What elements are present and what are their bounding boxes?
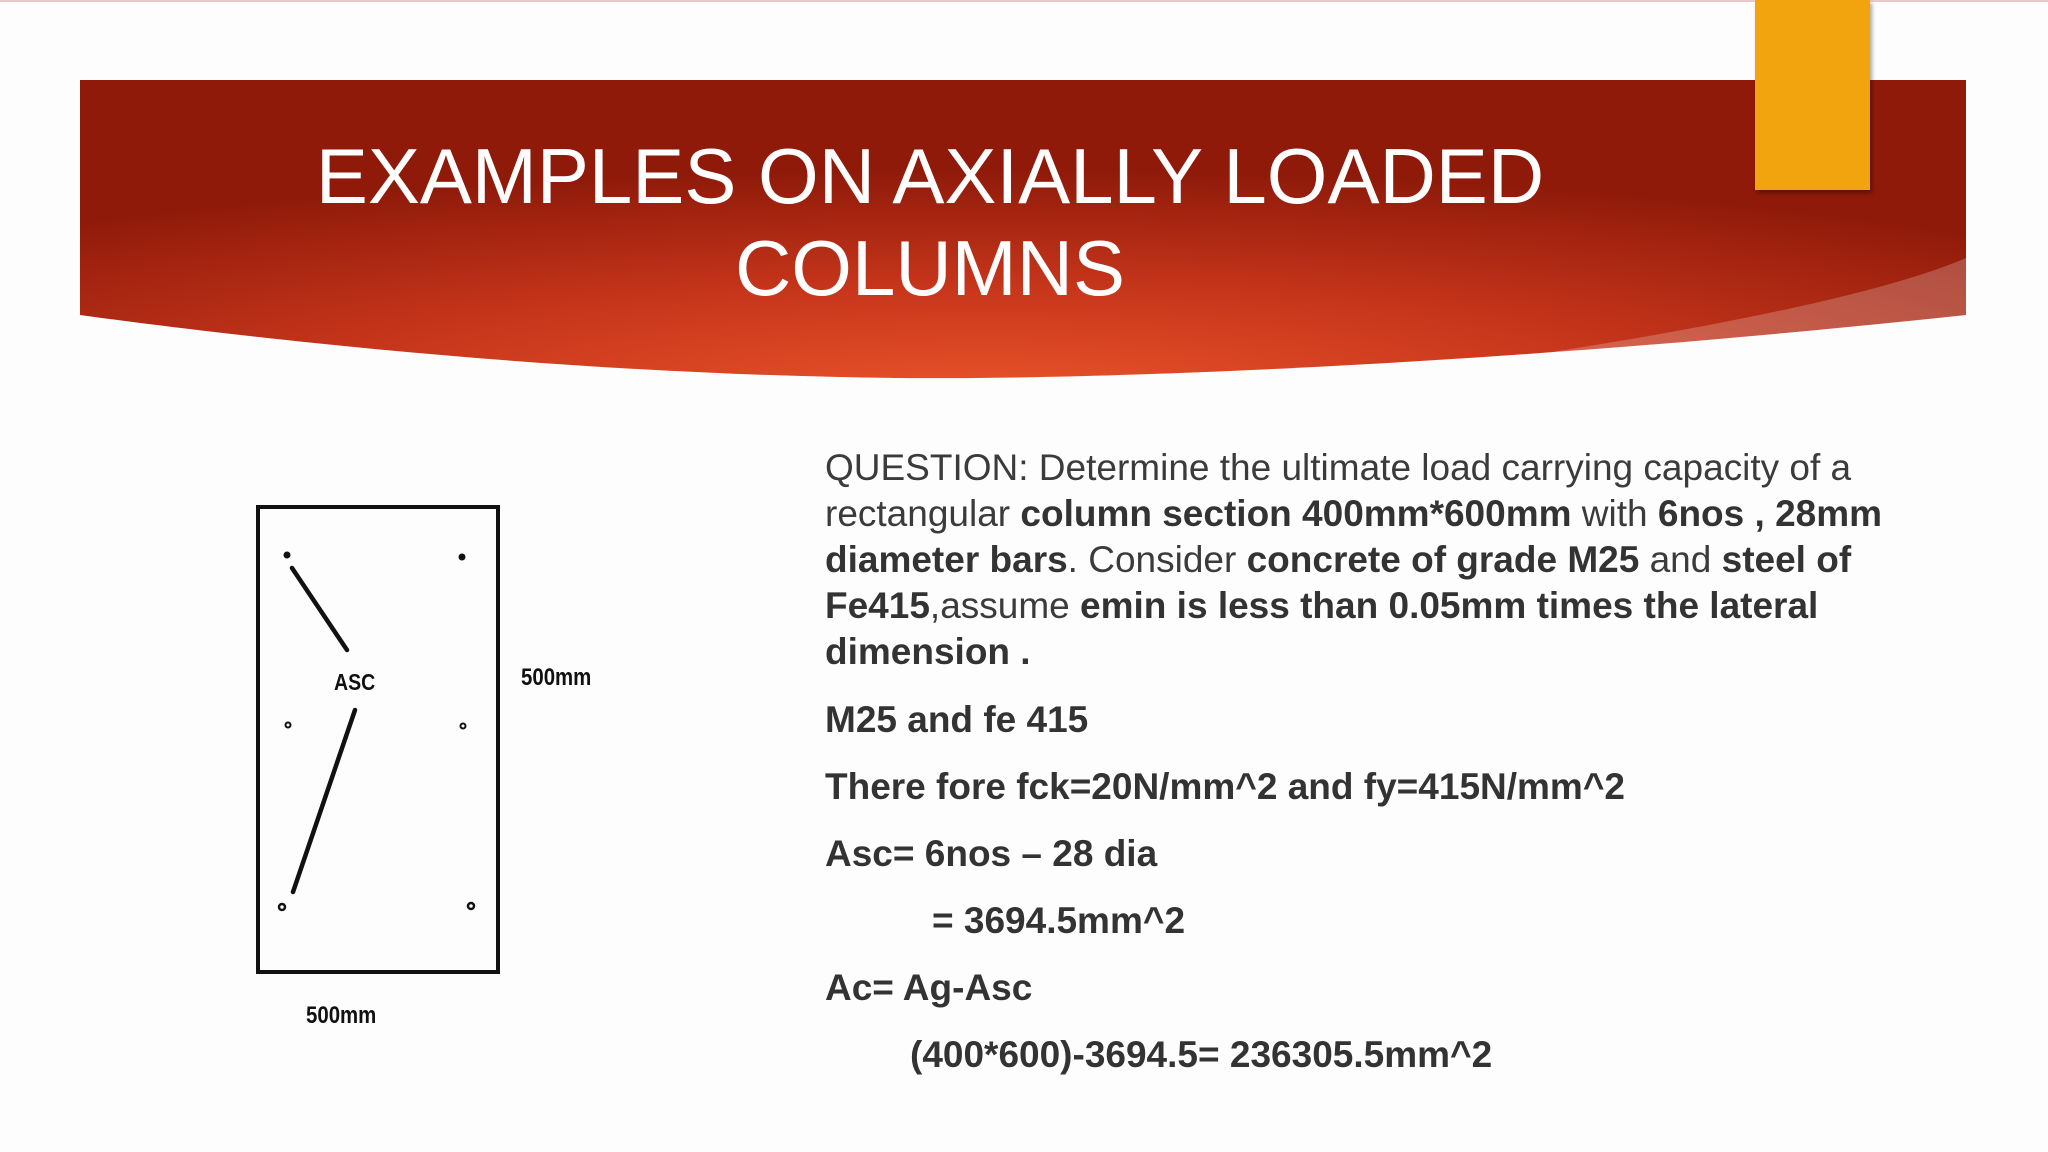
asc-label: ASC	[334, 669, 376, 695]
leader-line-upper	[292, 568, 347, 650]
question-bold-3: concrete of grade M25	[1246, 539, 1640, 580]
question-text-1: QUESTION: Determine the ultimate load carrying capacity of a rectangular	[825, 447, 1852, 534]
question-text-5: ,assume	[929, 585, 1081, 626]
grades-line: M25 and fe 415	[825, 699, 1089, 740]
title-line-2: COLUMNS	[734, 224, 1126, 312]
slide-title	[300, 130, 1560, 314]
question-bold-4: steel of Fe415	[825, 539, 1852, 626]
question-text-4: and	[1639, 539, 1722, 580]
dimension-right: 500mm	[521, 664, 592, 691]
rebar-bottom-right	[468, 903, 474, 909]
question-paragraph	[825, 445, 1975, 675]
slide-content	[825, 445, 1975, 1099]
title-line-1: EXAMPLES ON AXIALLY LOADED	[315, 132, 1545, 220]
question-text-2: with	[1571, 493, 1658, 534]
rebar-top-right	[459, 554, 466, 561]
question-bold-5: emin is less than 0.05mm times the lateral dimension .	[825, 585, 1819, 672]
asc-line: Asc= 6nos – 28 dia	[825, 833, 1158, 874]
rebar-top-left	[284, 552, 291, 559]
question-bold-1: column section 400mm*600mm	[1020, 493, 1572, 534]
rebar-bottom-left	[279, 904, 285, 910]
therefore-line: There fore fck=20N/mm^2 and fy=415N/mm^2	[825, 766, 1625, 807]
ac-line: Ac= Ag-Asc	[825, 967, 1033, 1008]
column-outline	[258, 507, 498, 972]
question-text-3: . Consider	[1067, 539, 1247, 580]
rebar-mid-left	[286, 723, 291, 728]
accent-tab	[1755, 0, 1870, 190]
column-section-diagram	[240, 490, 510, 990]
asc-value-line: = 3694.5mm^2	[932, 900, 1186, 941]
question-bold-2: 6nos , 28mm diameter bars	[825, 493, 1883, 580]
dimension-bottom: 500mm	[306, 1002, 377, 1029]
rebar-mid-right	[461, 724, 466, 729]
leader-line-lower	[293, 710, 355, 892]
ac-value-line: (400*600)-3694.5= 236305.5mm^2	[910, 1034, 1493, 1075]
